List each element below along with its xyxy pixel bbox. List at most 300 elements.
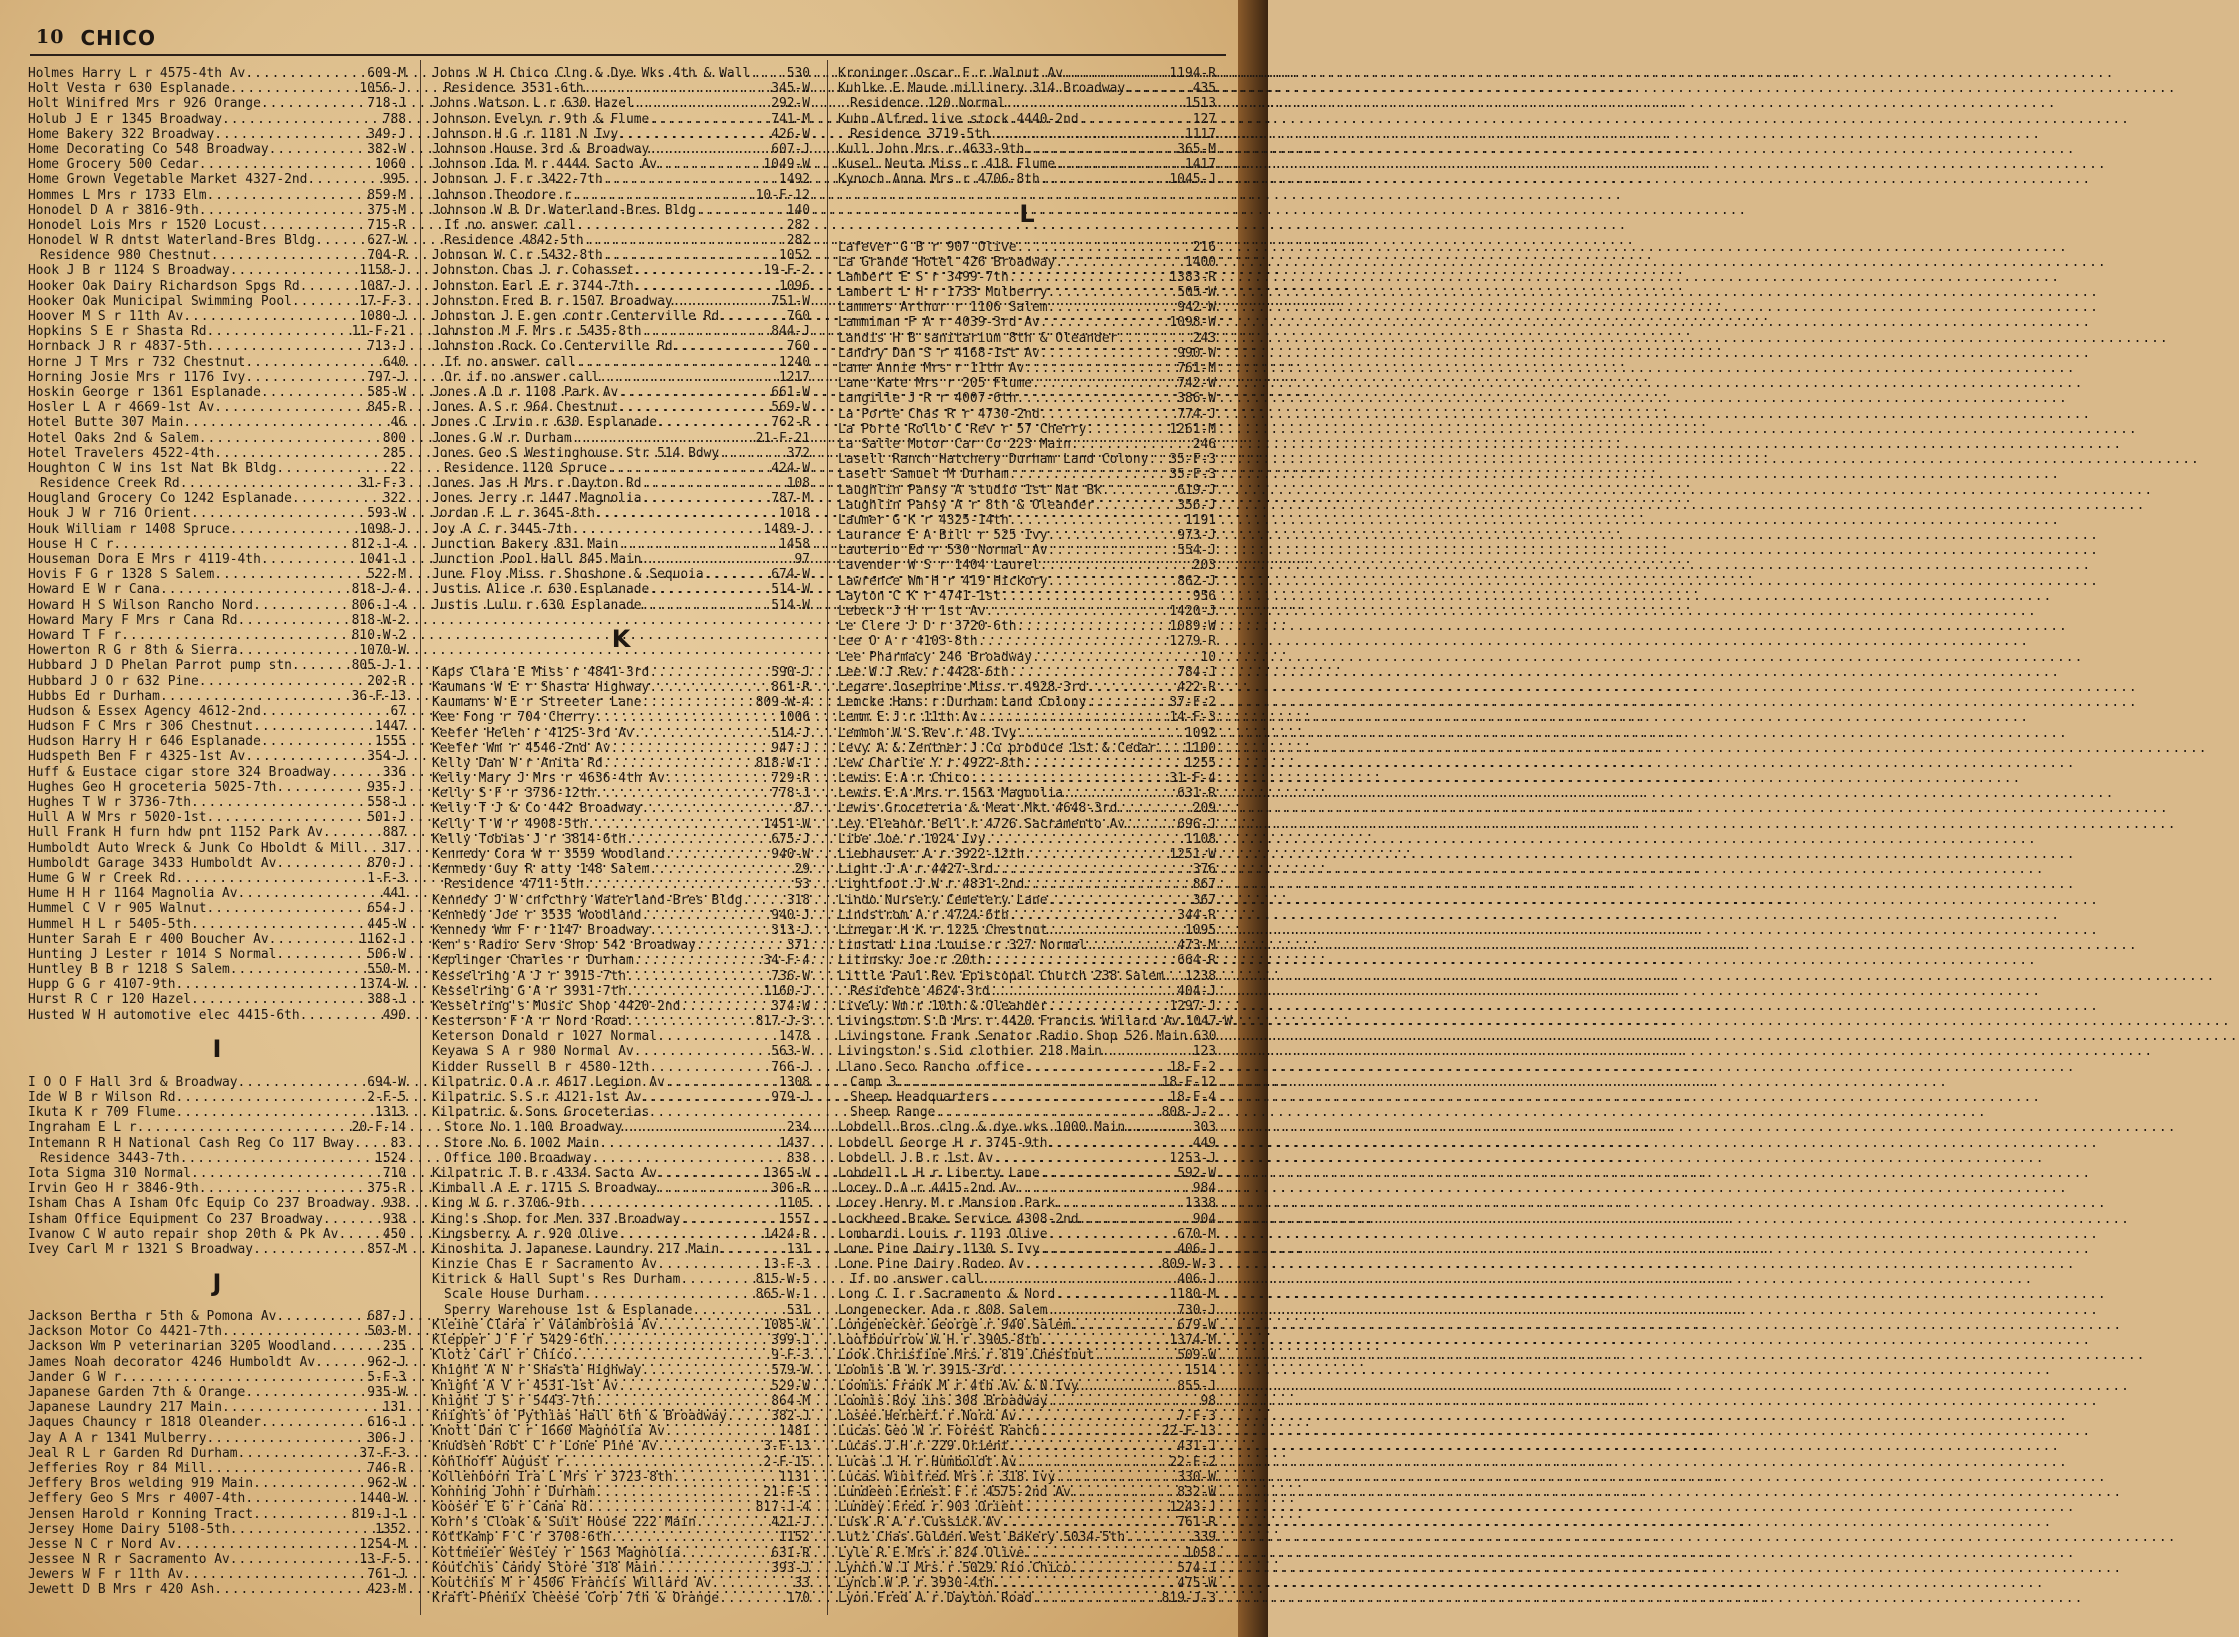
- phone-number: 37-F-2: [1169, 695, 1216, 711]
- listing-name: Lee W J Rev r 4428-6th: [838, 664, 1009, 680]
- dot-leader: [191, 917, 367, 932]
- listing-name: Knight A N r Shasta Highway: [432, 1363, 642, 1379]
- phone-number: 246: [1192, 436, 1216, 452]
- dot-leader: [362, 841, 383, 856]
- dot-leader: [1086, 695, 1169, 710]
- phone-number: 778-J: [771, 786, 810, 802]
- phone-number: 317: [382, 840, 406, 856]
- listing-name: James Noah decorator 4246 Humboldt Av: [28, 1354, 316, 1370]
- listing-name: Kaumans W E r Streeter Lane: [432, 695, 642, 711]
- directory-entry: [28, 96, 406, 111]
- directory-entry: [28, 856, 406, 871]
- directory-entry: [432, 1470, 810, 1485]
- dot-leader: [191, 992, 367, 1007]
- directory-entry: [28, 172, 406, 187]
- dot-leader: [238, 643, 360, 658]
- directory-sub-entry: [432, 370, 810, 385]
- listing-name: Lafever G B r 907 Olive: [838, 239, 1017, 255]
- phone-number: 592-W: [1177, 1165, 1216, 1181]
- listing-name: Store No 1 100 Broadway: [444, 1120, 623, 1136]
- dot-leader: [657, 1166, 763, 1181]
- dot-leader: [579, 1196, 778, 1211]
- phone-number: 1018: [778, 506, 810, 522]
- listing-name: Kooser E G r Cana Rd: [432, 1500, 588, 1516]
- dot-leader: [1063, 66, 1169, 81]
- listing-name: Iota Sigma 310 Normal: [28, 1165, 191, 1181]
- listing-name: Lundey Fred r 903 Orient: [838, 1500, 1025, 1516]
- directory-entry: [28, 719, 406, 734]
- directory-entry: [838, 1455, 1216, 1470]
- listing-name: Kelly T W r 4908-5th: [432, 816, 588, 832]
- phone-number: 376: [1192, 862, 1216, 878]
- phone-number: 1-F-3: [367, 870, 406, 886]
- listing-name: Jackson Motor Co 4421-7th: [28, 1324, 223, 1340]
- dot-leader: [199, 157, 375, 172]
- listing-name: Kitrick & Hall Supt's Res Durham: [432, 1272, 681, 1288]
- phone-number: 202-R: [367, 673, 406, 689]
- phone-number: 2-F-15: [763, 1454, 810, 1470]
- phone-number: 22-F-2: [1169, 1454, 1216, 1470]
- phone-number: 97: [794, 552, 810, 567]
- phone-number: 375-M: [367, 202, 406, 218]
- phone-number: 640: [382, 354, 406, 370]
- phone-number: 870-J: [367, 855, 406, 871]
- directory-entry: [28, 1339, 406, 1354]
- dot-leader: [1048, 1136, 1193, 1151]
- dot-leader: [642, 801, 795, 816]
- phone-number: 382-W: [367, 141, 406, 157]
- listing-name: Jersey Home Dairy 5108-5th: [28, 1521, 230, 1537]
- listing-name: Linstad Lina Louise r 327 Normal: [838, 938, 1087, 954]
- listing-name: Lambert E S r 3499-7th: [838, 269, 1009, 285]
- listing-name: Kilpatric S S r 4121-1st Av: [432, 1090, 642, 1105]
- listing-name: Kuhlke E Maude millinery 314 Broadway: [838, 81, 1126, 97]
- phone-number: 127: [1192, 111, 1216, 127]
- dot-leader: [1017, 1409, 1178, 1424]
- phone-number: 1060: [374, 157, 406, 173]
- listing-name: Kuhn Alfred live stock 4440-2nd: [838, 111, 1079, 127]
- listing-name: Houk William r 1408 Spruce: [28, 521, 230, 537]
- dot-leader: [323, 1212, 383, 1227]
- listing-name: Johnson Theodore r: [432, 187, 572, 203]
- listing-name: Hume H H r 1164 Magnolia Av: [28, 886, 238, 902]
- directory-entry: [432, 537, 810, 552]
- listing-name: Lindo Nursery Cemetery Lane: [838, 892, 1048, 908]
- listing-name: Kennedy J W cnfctnry Waterland-Bres Bldg: [432, 892, 743, 908]
- directory-entry: [432, 1075, 810, 1090]
- listing-name: Honodel D A r 3816-9th: [28, 202, 199, 218]
- directory-sub-entry: [432, 461, 810, 476]
- listing-name: Office 100 Broadway: [444, 1150, 592, 1166]
- directory-column-1: [28, 66, 406, 1626]
- dot-leader: [719, 309, 787, 324]
- phone-number: 619-J: [1177, 482, 1216, 498]
- listing-name: Johnson Ida M r 4444 Sacto Av: [432, 157, 658, 173]
- directory-sub-entry: [432, 1287, 810, 1302]
- directory-entry: [28, 1075, 406, 1090]
- phone-number: 832-W: [1177, 1484, 1216, 1500]
- dot-leader: [238, 886, 383, 901]
- phone-number: 21-F-21: [755, 430, 810, 446]
- listing-name: Horne J T Mrs r 732 Chestnut: [28, 354, 246, 370]
- phone-number: 713-J: [367, 339, 406, 355]
- listing-name: Kennedy Joe r 3535 Woodland: [432, 907, 642, 923]
- dot-leader: [214, 567, 367, 582]
- dot-leader: [1017, 240, 1193, 255]
- dot-leader: [1032, 376, 1177, 391]
- listing-name: Johnston Rock Co Centerville Rd: [432, 339, 673, 355]
- directory-entry: [432, 1333, 810, 1348]
- listing-name: Libe Joe r 1024 Ivy: [838, 831, 986, 847]
- directory-entry: [838, 756, 1216, 771]
- phone-number: 1047-W: [1185, 1014, 1233, 1030]
- dot-leader: [595, 506, 779, 521]
- dot-leader: [214, 127, 367, 142]
- dot-leader: [692, 1303, 786, 1318]
- listing-name: Justis Lulu r 630 Esplanade: [432, 597, 642, 613]
- listing-name: Johnston Chas J r Cohasset: [432, 263, 634, 279]
- listing-name: Lemmon W S Rev r 48 Ivy: [838, 725, 1017, 741]
- directory-entry: [28, 932, 406, 947]
- dot-leader: [261, 552, 360, 567]
- phone-number: 805-J-1: [351, 658, 406, 674]
- dot-leader: [1024, 1500, 1169, 1515]
- dot-leader: [1009, 467, 1170, 482]
- directory-entry: [432, 1515, 810, 1530]
- phone-number: 514-W: [771, 597, 810, 613]
- dot-leader: [603, 248, 779, 263]
- dot-leader: [626, 969, 771, 984]
- listing-name: Jones Jerry r 1447 Magnolia: [432, 491, 642, 507]
- dot-leader: [1117, 801, 1192, 816]
- dot-leader: [704, 567, 772, 582]
- dot-leader: [618, 1379, 771, 1394]
- listing-name: Jewett D B Mrs r 420 Ash: [28, 1582, 215, 1598]
- listing-name: Livingston's Sid clothier 218 Main: [838, 1044, 1102, 1060]
- listing-name: Kinzie Chas E r Sacramento Av: [432, 1257, 658, 1273]
- listing-name: Kesselring A J r 3915-7th: [432, 968, 627, 984]
- directory-entry: [28, 765, 406, 780]
- listing-name: Kottkamp F C r 3708-6th: [432, 1530, 611, 1546]
- listing-name: Irvin Geo H r 3846-9th: [28, 1181, 199, 1197]
- directory-entry: [838, 422, 1216, 437]
- listing-name: Residence 980 Chestnut: [40, 248, 211, 264]
- phone-number: 514-W: [771, 582, 810, 598]
- dot-leader: [331, 765, 383, 780]
- directory-entry: [432, 969, 810, 984]
- directory-entry: [838, 1363, 1216, 1378]
- dot-leader: [572, 188, 756, 203]
- listing-name: Loomis B W r 3915-3rd: [838, 1363, 1001, 1379]
- listing-name: Knight J S r 5443-7th: [432, 1393, 595, 1409]
- phone-number: 406-J: [1177, 1272, 1216, 1288]
- listing-name: Isham Chas A Isham Ofc Equip Co 237 Broadway: [28, 1196, 370, 1212]
- phone-number: 531: [786, 1302, 810, 1318]
- dot-leader: [261, 218, 367, 233]
- phone-number: 818-W-2: [351, 612, 406, 628]
- phone-number: 760: [786, 339, 810, 355]
- phone-number: 864-M: [771, 1393, 810, 1409]
- directory-entry: [432, 665, 810, 680]
- phone-number: 857-M: [367, 1241, 406, 1257]
- dot-leader: [1102, 483, 1177, 498]
- directory-entry: [28, 1136, 406, 1151]
- phone-number: 1255: [1184, 755, 1216, 771]
- listing-name: Kesterson F A r Nord Road: [432, 1014, 627, 1030]
- dot-leader: [618, 127, 771, 142]
- listing-name: Or if no answer call: [444, 369, 600, 385]
- phone-number: 859-M: [367, 187, 406, 203]
- phone-number: 83: [390, 1135, 406, 1151]
- listing-name: Howard E W r Cana: [28, 582, 160, 598]
- directory-entry: [28, 66, 406, 81]
- phone-number: 1105: [778, 1196, 810, 1212]
- phone-number: 1524: [374, 1150, 406, 1166]
- listing-name: Lemm E J r 11th Av: [838, 710, 978, 726]
- dot-leader: [1040, 315, 1170, 330]
- dot-leader: [985, 832, 1184, 847]
- listing-name: Ivey Carl M r 1321 S Broadway: [28, 1241, 254, 1257]
- dot-leader: [253, 719, 375, 734]
- listing-name: Johnson H G r 1181 N Ivy: [432, 126, 619, 142]
- phone-number: 1089-W: [1169, 619, 1216, 635]
- listing-name: Lyon Fred A r Dayton Road: [838, 1591, 1033, 1607]
- listing-name: Husted W H automotive elec 4415-6th: [28, 1007, 300, 1023]
- dot-leader: [642, 695, 756, 710]
- dot-leader: [1024, 361, 1177, 376]
- dot-leader: [292, 294, 360, 309]
- directory-entry: [28, 871, 406, 886]
- dot-leader: [137, 1120, 352, 1135]
- dot-leader: [261, 734, 375, 749]
- dot-leader: [649, 680, 771, 695]
- dot-leader: [338, 1227, 382, 1242]
- dot-leader: [1024, 877, 1192, 892]
- dot-leader: [1125, 81, 1193, 96]
- phone-number: 1098-J: [359, 521, 406, 537]
- phone-number: 973-J: [1177, 528, 1216, 544]
- phone-number: 995: [382, 172, 406, 188]
- listing-name: Sheep Headquarters: [850, 1090, 990, 1105]
- listing-name: If no answer call: [444, 354, 576, 370]
- dot-leader: [253, 1476, 367, 1491]
- phone-number: 887: [382, 825, 406, 841]
- dot-leader: [1048, 999, 1170, 1014]
- phone-number: 216: [1192, 239, 1216, 255]
- listing-name: Johns W H Chico Clng & Dye Wks 4th & Wall: [432, 66, 751, 81]
- dot-leader: [1040, 346, 1177, 361]
- directory-entry: [432, 741, 810, 756]
- dot-leader: [1048, 1394, 1201, 1409]
- phone-number: 1160-J: [763, 983, 810, 999]
- directory-entry: [432, 1242, 810, 1257]
- directory-entry: [28, 370, 406, 385]
- listing-name: Korn's Cloak & Suit House 222 Main: [432, 1515, 696, 1531]
- directory-entry: [432, 1044, 810, 1059]
- dot-leader: [649, 1060, 771, 1075]
- phone-number: 140: [786, 202, 810, 218]
- directory-sub-entry: [432, 1120, 810, 1135]
- directory-entry: [432, 1227, 810, 1242]
- phone-number: 590-J: [771, 664, 810, 680]
- directory-sub-entry: [432, 233, 810, 248]
- directory-entry: [838, 969, 1216, 984]
- listing-name: La Porte Chas R r 4730-2nd: [838, 406, 1040, 422]
- phone-number: 20-F-14: [351, 1120, 406, 1136]
- dot-leader: [611, 1530, 779, 1545]
- directory-entry: [432, 1014, 810, 1029]
- phone-number: 1095: [1184, 922, 1216, 938]
- directory-sub-entry: [838, 127, 1216, 142]
- dot-leader: [626, 832, 771, 847]
- dot-leader: [657, 1029, 779, 1044]
- phone-number: 356-J: [1177, 497, 1216, 513]
- section-letter-heading: L: [1019, 199, 1035, 228]
- dot-leader: [230, 1552, 360, 1567]
- listing-name: Keterson Donald r 1027 Normal: [432, 1029, 658, 1045]
- phone-number: 36-F-13: [351, 688, 406, 704]
- listing-name: Le Clere J D r 3720-6th: [838, 619, 1017, 635]
- dot-leader: [245, 66, 367, 81]
- dot-leader: [199, 1181, 367, 1196]
- listing-name: Laughlin Pansy A r 8th & Oleander: [838, 497, 1095, 513]
- phone-number: 426-W: [771, 126, 810, 142]
- phone-number: 303: [1192, 1120, 1216, 1136]
- directory-entry: [432, 522, 810, 537]
- dot-leader: [1048, 528, 1178, 543]
- directory-entry: [432, 476, 810, 491]
- directory-sub-entry: [432, 1151, 810, 1166]
- listing-name: Lutz Chas Golden West Bakery 5034-5th: [838, 1530, 1126, 1546]
- directory-entry: [838, 1136, 1216, 1151]
- directory-entry: [28, 1227, 406, 1242]
- dot-leader: [191, 795, 367, 810]
- dot-leader: [1125, 1120, 1193, 1135]
- listing-name: Kroninger Oscar F r Walnut Av: [838, 66, 1064, 81]
- directory-entry: [838, 1227, 1216, 1242]
- directory-entry: [838, 710, 1216, 725]
- directory-entry: [432, 1105, 810, 1120]
- directory-entry: [838, 112, 1216, 127]
- directory-entry: [838, 407, 1216, 422]
- phone-number: 935-J: [367, 779, 406, 795]
- dot-leader: [742, 893, 786, 908]
- dot-leader: [750, 66, 787, 81]
- directory-entry: [28, 1090, 406, 1105]
- dot-leader: [1048, 543, 1178, 558]
- listing-name: Lane Kate Mrs r 205 Flume: [838, 376, 1033, 392]
- directory-sub-entry: [28, 248, 406, 263]
- listing-name: Kollenborn Ira L Mrs r 3723-8th: [432, 1469, 673, 1485]
- listing-name: Locey Henry M r Mansion Park: [838, 1196, 1056, 1212]
- dot-leader: [1024, 142, 1177, 157]
- directory-entry: [28, 962, 406, 977]
- phone-number: 817-J-4: [755, 1500, 810, 1516]
- section-letter-heading: I: [212, 1034, 222, 1063]
- phone-number: 67: [390, 703, 406, 719]
- listing-name: Lebeck J H r 1st Av: [838, 604, 986, 619]
- listing-name: Kull John Mrs r 4633-9th: [838, 141, 1025, 157]
- dot-leader: [727, 1409, 771, 1424]
- listing-name: Kee Fong r 704 Cherry: [432, 710, 595, 726]
- dot-leader: [603, 756, 756, 771]
- directory-entry: [432, 1272, 810, 1287]
- directory-entry: [28, 1166, 406, 1181]
- dot-leader: [584, 1287, 756, 1302]
- listing-name: King W G r 3706-9th: [432, 1196, 580, 1212]
- dot-leader: [1048, 285, 1178, 300]
- listing-name: Store No 6 1002 Main: [444, 1135, 600, 1151]
- listing-name: Jewers W F r 11th Av: [28, 1567, 184, 1583]
- phone-number: 1100: [1184, 740, 1216, 756]
- directory-entry: [838, 953, 1216, 968]
- phone-number: 1478: [778, 1029, 810, 1045]
- phone-number: 815-W-5: [755, 1272, 810, 1288]
- phone-number: 1217: [778, 369, 810, 385]
- phone-number: 627-W: [367, 233, 406, 249]
- phone-number: 1238: [1184, 968, 1216, 984]
- listing-name: Loomis Roy ins 308 Broadway: [838, 1393, 1048, 1409]
- directory-entry: [432, 1196, 810, 1211]
- dot-leader: [222, 112, 383, 127]
- dot-leader: [657, 1318, 763, 1333]
- listing-name: Hosler L A r 4669-1st Av: [28, 400, 215, 416]
- directory-entry: [28, 613, 406, 628]
- dot-leader: [649, 142, 771, 157]
- phone-number: 1557: [778, 1211, 810, 1227]
- listing-name: Jones A S r 964 Chestnut: [432, 400, 619, 416]
- phone-number: 550-M: [367, 962, 406, 978]
- directory-entry: [432, 1455, 810, 1470]
- directory-entry: [838, 619, 1216, 634]
- phone-number: 1440-W: [359, 1491, 406, 1507]
- listing-name: Johnson W B Dr Waterland-Bres Bldg: [432, 202, 696, 218]
- listing-name: Langille J R r 4007-6th: [838, 391, 1017, 407]
- listing-name: Hull A W Mrs r 5020-1st: [28, 810, 207, 826]
- dot-leader: [245, 370, 367, 385]
- listing-name: Livingston S D Mrs r 4420 Francis Willard Av: [838, 1014, 1180, 1030]
- phone-number: 35-F-3: [1169, 467, 1216, 483]
- listing-name: Hook J B r 1124 S Broadway: [28, 263, 230, 279]
- listing-name: Jeal R L r Garden Rd Durham: [28, 1445, 238, 1461]
- dot-leader: [642, 476, 787, 491]
- section-letter-heading: J: [212, 1269, 222, 1298]
- directory-entry: [432, 1591, 810, 1606]
- dot-leader: [1048, 923, 1185, 938]
- dot-leader: [1024, 1060, 1169, 1075]
- dot-leader: [261, 96, 367, 111]
- directory-entry: [432, 172, 810, 187]
- phone-number: 374-W: [771, 998, 810, 1014]
- listing-name: Kohlhoff August r: [432, 1454, 564, 1470]
- directory-entry: [28, 81, 406, 96]
- directory-entry: [838, 1166, 1216, 1181]
- listing-name: Jordan F L r 3645-8th: [432, 506, 595, 522]
- listing-name: Home Grocery 500 Cedar: [28, 157, 199, 173]
- directory-entry: [432, 1318, 810, 1333]
- dot-leader: [238, 613, 352, 628]
- phone-number: 1417: [1184, 157, 1216, 173]
- phone-number: 31-F-3: [359, 476, 406, 492]
- directory-entry: [432, 801, 810, 816]
- page-number: 10: [36, 26, 65, 48]
- phone-number: 664-R: [1177, 953, 1216, 969]
- dot-leader: [207, 324, 352, 339]
- dot-leader: [1024, 1546, 1185, 1561]
- dot-leader: [978, 710, 1170, 725]
- directory-sub-entry: [838, 1105, 1216, 1120]
- listing-name: Kelly S F r 3736-12th: [432, 786, 595, 802]
